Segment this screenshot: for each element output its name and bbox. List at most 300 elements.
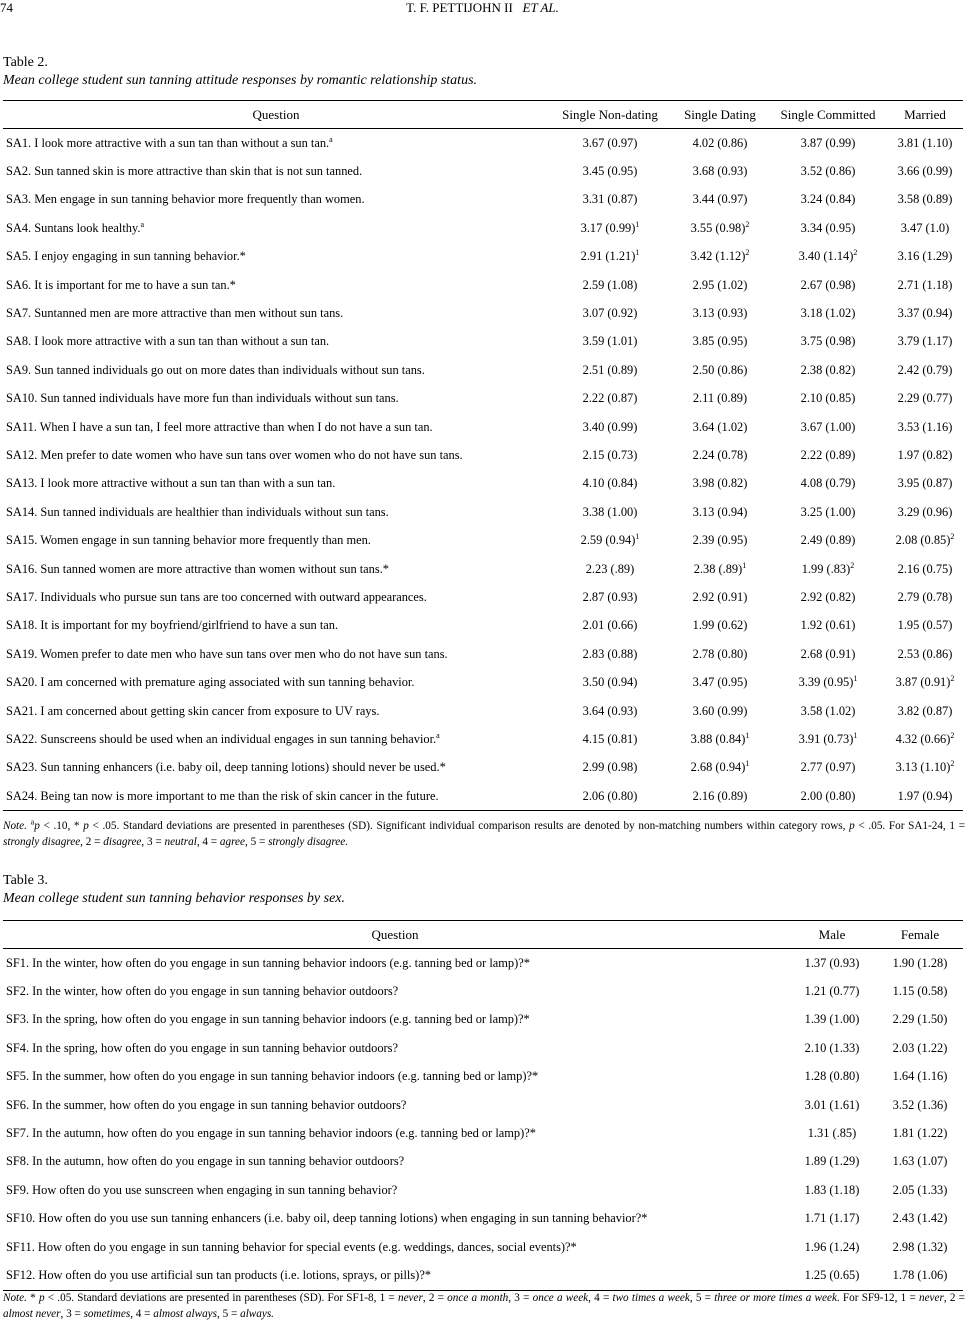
value-cell — [887, 754, 963, 782]
value-cell — [671, 668, 769, 696]
note-anchor: sometimes — [83, 1308, 131, 1320]
value-cell — [769, 299, 887, 327]
value-cell — [671, 356, 769, 384]
mean-sd: 3.64 (1.02) — [692, 419, 748, 434]
question-cell — [3, 697, 549, 725]
mean-sd: 2.39 (0.95) — [692, 533, 748, 548]
mean-sd: 4.15 (0.81) — [582, 731, 638, 746]
value-cell — [671, 725, 769, 753]
value-cell — [887, 385, 963, 413]
value-cell — [887, 697, 963, 725]
note-anchor: disagree — [103, 836, 142, 848]
running-head — [0, 0, 965, 16]
table3 — [3, 920, 963, 1291]
female-value-cell: 1.90 (1.28) — [892, 955, 948, 970]
value-cell — [549, 754, 671, 782]
mean-sd: 3.88 (0.84) — [690, 731, 746, 746]
note-text: , 5 = — [689, 1292, 715, 1304]
table-row — [3, 640, 963, 668]
question-text: SA18. It is important for my boyfriend/girlfriend to have a sun tan. — [6, 618, 339, 633]
question-cell: SF1. In the winter, how often do you engage in sun tanning behavior indoors (e.g. tanning bed or lamp)?* — [6, 955, 530, 970]
value-cell — [671, 782, 769, 811]
note-text: , 5 = — [217, 1308, 241, 1320]
value-cell — [671, 129, 769, 158]
note-text: . For SF9-12, 1 = — [836, 1292, 919, 1304]
value-cell — [769, 668, 887, 696]
value-cell — [887, 299, 963, 327]
table-row — [3, 526, 963, 554]
female-value-cell: 2.43 (1.42) — [892, 1211, 948, 1226]
table-row — [3, 1034, 963, 1062]
question-text: SA19. Women prefer to date men who have sun tans over men who do not have sun tans. — [6, 646, 448, 661]
mean-sd: 3.38 (1.00) — [582, 504, 638, 519]
table-row — [3, 498, 963, 526]
table2-body — [3, 129, 963, 811]
table-row — [3, 470, 963, 498]
note-text: , 3 = — [60, 1308, 84, 1320]
mean-sd: 2.53 (0.86) — [897, 646, 953, 661]
question-text: SA10. Sun tanned individuals have more fun than individuals without sun tans. — [6, 391, 399, 406]
mean-sd: 3.34 (0.95) — [800, 220, 856, 235]
mean-sd: 2.92 (0.82) — [800, 589, 856, 604]
mean-sd: 3.42 (1.12) — [690, 249, 746, 264]
note-anchor: strongly disagree — [3, 836, 81, 848]
mean-sd: 2.38 (.89) — [693, 561, 743, 576]
question-text: SA24. Being tan now is more important to me than the risk of skin cancer in the future. — [6, 788, 439, 803]
value-cell — [887, 157, 963, 185]
note-anchor: strongly disagree. — [268, 836, 349, 848]
value-cell — [887, 243, 963, 271]
note-anchor: almost always — [153, 1308, 217, 1320]
table2-col-single-non-dating: Single Non-dating — [549, 101, 671, 129]
mean-sd: 2.71 (1.18) — [897, 277, 953, 292]
question-text: SA20. I am concerned with premature aging associated with sun tanning behavior. — [6, 675, 415, 690]
value-cell — [769, 555, 887, 583]
note-anchor: never — [397, 1292, 423, 1304]
table-row — [3, 583, 963, 611]
mean-sd: 3.13 (0.94) — [692, 504, 748, 519]
question-cell: SF11. How often do you engage in sun tanning behavior for special events (e.g. weddings, dances, social events)?* — [6, 1239, 577, 1254]
value-cell — [549, 271, 671, 299]
comparison-superscript: 1 — [745, 730, 750, 740]
table-row — [3, 413, 963, 441]
mean-sd: 3.85 (0.95) — [692, 334, 748, 349]
mean-sd: 3.25 (1.00) — [800, 504, 856, 519]
question-superscript: a — [436, 730, 440, 740]
table2-col-single-committed: Single Committed — [769, 101, 887, 129]
table3-label: Table 3. — [3, 873, 48, 888]
female-value-cell: 2.98 (1.32) — [892, 1239, 948, 1254]
question-cell — [3, 725, 549, 753]
question-text: SA12. Men prefer to date women who have sun tans over women who do not have sun tans. — [6, 447, 463, 462]
value-cell — [671, 186, 769, 214]
female-value-cell: 3.52 (1.36) — [892, 1097, 948, 1112]
mean-sd: 2.10 (0.85) — [800, 391, 856, 406]
comparison-superscript: 1 — [635, 219, 640, 229]
value-cell — [769, 385, 887, 413]
table-row — [3, 1091, 963, 1119]
question-cell — [3, 526, 549, 554]
mean-sd: 1.92 (0.61) — [800, 618, 856, 633]
value-cell — [549, 441, 671, 469]
value-cell — [887, 640, 963, 668]
female-value-cell: 1.15 (0.58) — [892, 984, 948, 999]
mean-sd: 2.06 (0.80) — [582, 788, 638, 803]
value-cell — [887, 782, 963, 811]
question-cell — [3, 157, 549, 185]
value-cell — [549, 697, 671, 725]
mean-sd: 2.08 (0.85) — [895, 533, 951, 548]
question-text: SA8. I look more attractive with a sun tan than without a sun tan. — [6, 334, 330, 349]
question-superscript: a — [329, 134, 333, 144]
question-cell — [3, 470, 549, 498]
value-cell — [887, 526, 963, 554]
value-cell — [549, 385, 671, 413]
table-row — [3, 1006, 963, 1034]
mean-sd: 4.08 (0.79) — [800, 476, 856, 491]
male-value-cell: 1.37 (0.93) — [804, 955, 860, 970]
male-value-cell: 1.83 (1.18) — [804, 1182, 860, 1197]
mean-sd: 3.75 (0.98) — [800, 334, 856, 349]
mean-sd: 2.59 (0.94) — [580, 533, 636, 548]
mean-sd: 2.77 (0.97) — [800, 760, 856, 775]
mean-sd: 3.95 (0.87) — [897, 476, 953, 491]
mean-sd: 3.47 (1.0) — [900, 220, 950, 235]
question-cell — [3, 129, 549, 158]
question-cell: SF4. In the spring, how often do you engage in sun tanning behavior outdoors? — [6, 1040, 398, 1055]
question-text: SA15. Women engage in sun tanning behavior more frequently than men. — [6, 533, 371, 548]
mean-sd: 4.10 (0.84) — [582, 476, 638, 491]
mean-sd: 2.23 (.89) — [585, 561, 635, 576]
question-cell — [3, 754, 549, 782]
note-text: < .05. Standard deviations are presented in parentheses (SD). Significant individual comparison results are denoted by non-matching numbers within category rows, — [88, 820, 850, 832]
question-cell — [3, 583, 549, 611]
question-text: SA9. Sun tanned individuals go out on more dates than individuals without sun tans. — [6, 362, 425, 377]
question-text: SA13. I look more attractive without a sun tan than with a sun tan. — [6, 476, 336, 491]
value-cell — [671, 413, 769, 441]
question-cell — [3, 328, 549, 356]
question-cell — [3, 413, 549, 441]
running-head-authors: T. F. PETTIJOHN II — [406, 0, 513, 15]
male-value-cell: 1.21 (0.77) — [804, 984, 860, 999]
mean-sd: 2.49 (0.89) — [800, 533, 856, 548]
mean-sd: 2.78 (0.80) — [692, 646, 748, 661]
comparison-superscript: 2 — [850, 560, 855, 570]
note-text: , 2 = — [422, 1292, 448, 1304]
note-p: p — [849, 820, 855, 832]
question-text: SA7. Suntanned men are more attractive than men without sun tans. — [6, 306, 344, 321]
value-cell — [549, 583, 671, 611]
table2-caption — [3, 54, 477, 90]
value-cell — [549, 782, 671, 811]
table-row — [3, 1261, 963, 1290]
comparison-superscript: 2 — [950, 532, 955, 542]
table-row — [3, 782, 963, 811]
value-cell — [887, 583, 963, 611]
value-cell — [671, 754, 769, 782]
value-cell — [549, 243, 671, 271]
question-text: SA5. I enjoy engaging in sun tanning behavior.* — [6, 249, 246, 264]
table-row — [3, 1176, 963, 1204]
value-cell — [549, 640, 671, 668]
table-row — [3, 697, 963, 725]
table3-col-female: Female — [877, 921, 963, 949]
table2-note — [3, 818, 965, 850]
mean-sd: 3.87 (0.91) — [895, 675, 951, 690]
value-cell — [887, 129, 963, 158]
table2-col-question: Question — [3, 101, 549, 129]
question-cell — [3, 271, 549, 299]
mean-sd: 2.16 (0.89) — [692, 788, 748, 803]
mean-sd: 2.59 (1.08) — [582, 277, 638, 292]
mean-sd: 3.60 (0.99) — [692, 703, 748, 718]
table-row — [3, 129, 963, 158]
mean-sd: 2.83 (0.88) — [582, 646, 638, 661]
mean-sd: 3.64 (0.93) — [582, 703, 638, 718]
female-value-cell: 1.64 (1.16) — [892, 1069, 948, 1084]
question-cell: SF7. In the autumn, how often do you engage in sun tanning behavior indoors (e.g. tanning bed or lamp)?* — [6, 1126, 536, 1141]
mean-sd: 3.79 (1.17) — [897, 334, 953, 349]
value-cell — [887, 413, 963, 441]
note-anchor: two times a week — [612, 1292, 690, 1304]
note-lead: Note. — [3, 1292, 27, 1304]
table-row — [3, 356, 963, 384]
mean-sd: 2.38 (0.82) — [800, 362, 856, 377]
value-cell — [671, 157, 769, 185]
value-cell — [671, 555, 769, 583]
value-cell — [887, 555, 963, 583]
question-cell — [3, 640, 549, 668]
mean-sd: 2.22 (0.89) — [800, 447, 856, 462]
mean-sd: 3.40 (1.14) — [798, 249, 854, 264]
value-cell — [769, 782, 887, 811]
value-cell — [549, 129, 671, 158]
note-lead: Note. — [3, 820, 27, 832]
question-text: SA6. It is important for me to have a sun tan.* — [6, 277, 236, 292]
table-row — [3, 555, 963, 583]
table2-label: Table 2. — [3, 55, 48, 70]
note-anchor: neutral — [164, 836, 197, 848]
mean-sd: 2.68 (0.94) — [690, 760, 746, 775]
mean-sd: 4.32 (0.66) — [895, 731, 951, 746]
value-cell — [769, 612, 887, 640]
note-anchor: once a week — [532, 1292, 589, 1304]
question-cell — [3, 555, 549, 583]
value-cell — [549, 413, 671, 441]
mean-sd: 3.52 (0.86) — [800, 164, 856, 179]
note-text: , 4 = — [588, 1292, 613, 1304]
value-cell — [671, 526, 769, 554]
question-cell: SF3. In the spring, how often do you engage in sun tanning behavior indoors (e.g. tanning bed or lamp)?* — [6, 1012, 530, 1027]
note-text: * — [26, 1292, 39, 1304]
table-row — [3, 754, 963, 782]
value-cell — [887, 214, 963, 242]
comparison-superscript: 1 — [635, 248, 640, 258]
value-cell — [769, 470, 887, 498]
table2-col-married: Married — [887, 101, 963, 129]
male-value-cell: 2.10 (1.33) — [804, 1040, 860, 1055]
question-cell — [3, 612, 549, 640]
note-p: p — [34, 820, 40, 832]
value-cell — [549, 612, 671, 640]
comparison-superscript: 1 — [742, 560, 747, 570]
mean-sd: 2.11 (0.89) — [692, 391, 748, 406]
value-cell — [671, 640, 769, 668]
mean-sd: 3.50 (0.94) — [582, 675, 638, 690]
question-text: SA22. Sunscreens should be used when an individual engages in sun tanning behavior. — [6, 731, 437, 746]
note-anchor: almost never — [3, 1308, 61, 1320]
mean-sd: 2.01 (0.66) — [582, 618, 638, 633]
value-cell — [549, 555, 671, 583]
mean-sd: 3.13 (0.93) — [692, 306, 748, 321]
table-row — [3, 157, 963, 185]
value-cell — [769, 129, 887, 158]
comparison-superscript: 1 — [635, 532, 640, 542]
question-text: SA3. Men engage in sun tanning behavior more frequently than women. — [6, 192, 365, 207]
value-cell — [769, 157, 887, 185]
value-cell — [887, 668, 963, 696]
note-text: , 3 = — [141, 836, 165, 848]
mean-sd: 3.39 (0.95) — [798, 675, 854, 690]
comparison-superscript: 2 — [950, 759, 955, 769]
mean-sd: 2.95 (1.02) — [692, 277, 748, 292]
mean-sd: 2.24 (0.78) — [692, 447, 748, 462]
value-cell — [549, 299, 671, 327]
mean-sd: 2.29 (0.77) — [897, 391, 953, 406]
value-cell — [549, 526, 671, 554]
mean-sd: 3.66 (0.99) — [897, 164, 953, 179]
value-cell — [887, 271, 963, 299]
note-anchor: once a month — [447, 1292, 509, 1304]
value-cell — [671, 243, 769, 271]
note-anchor: always. — [240, 1308, 274, 1320]
comparison-superscript: 2 — [853, 248, 858, 258]
question-text: SA1. I look more attractive with a sun tan than without a sun tan. — [6, 135, 330, 150]
table-row — [3, 385, 963, 413]
question-cell — [3, 385, 549, 413]
mean-sd: 2.51 (0.89) — [582, 362, 638, 377]
table-row — [3, 214, 963, 242]
mean-sd: 2.68 (0.91) — [800, 646, 856, 661]
page-number: 74 — [0, 0, 13, 15]
note-text: , 3 = — [508, 1292, 533, 1304]
note-sup: a — [30, 817, 35, 827]
value-cell — [549, 186, 671, 214]
value-cell — [549, 725, 671, 753]
question-text: SA21. I am concerned about getting skin cancer from exposure to UV rays. — [6, 703, 380, 718]
mean-sd: 1.97 (0.82) — [897, 447, 953, 462]
table-row — [3, 299, 963, 327]
note-p: p — [38, 1292, 45, 1304]
question-cell — [3, 668, 549, 696]
mean-sd: 2.16 (0.75) — [897, 561, 953, 576]
question-cell: SF9. How often do you use sunscreen when engaging in sun tanning behavior? — [6, 1182, 398, 1197]
question-cell: SF8. In the autumn, how often do you engage in sun tanning behavior outdoors? — [6, 1154, 405, 1169]
question-cell — [3, 299, 549, 327]
value-cell — [887, 470, 963, 498]
value-cell — [887, 186, 963, 214]
table2-col-single-dating: Single Dating — [671, 101, 769, 129]
mean-sd: 3.82 (0.87) — [897, 703, 953, 718]
value-cell — [549, 498, 671, 526]
value-cell — [549, 668, 671, 696]
comparison-superscript: 1 — [853, 730, 858, 740]
value-cell — [887, 612, 963, 640]
mean-sd: 3.58 (0.89) — [897, 192, 953, 207]
value-cell — [671, 214, 769, 242]
question-cell: SF12. How often do you use artificial sun tan products (i.e. lotions, sprays, or pills)?* — [3, 1261, 787, 1290]
table-row — [3, 271, 963, 299]
value-cell — [549, 470, 671, 498]
mean-sd: 2.79 (0.78) — [897, 589, 953, 604]
comparison-superscript: 1 — [853, 673, 858, 683]
note-text: < .05. Standard deviations are presented in parentheses (SD). For SF1-8, 1 = — [44, 1292, 398, 1304]
table-row — [3, 1233, 963, 1261]
table3-col-question: Question — [3, 921, 787, 949]
comparison-superscript: 2 — [745, 219, 750, 229]
question-text: SA14. Sun tanned individuals are healthier than individuals without sun tans. — [6, 504, 389, 519]
mean-sd: 4.02 (0.86) — [692, 135, 748, 150]
table-row — [3, 1205, 963, 1233]
table-row — [3, 1063, 963, 1091]
question-text: SA16. Sun tanned women are more attractive than women without sun tans.* — [6, 561, 389, 576]
value-cell — [671, 697, 769, 725]
question-cell — [3, 356, 549, 384]
value-cell — [887, 356, 963, 384]
note-text: , 4 = — [196, 836, 220, 848]
mean-sd: 3.67 (0.97) — [582, 135, 638, 150]
value-cell — [671, 328, 769, 356]
table2 — [3, 100, 963, 811]
table-row — [3, 1119, 963, 1147]
mean-sd: 3.18 (1.02) — [800, 306, 856, 321]
value-cell — [769, 754, 887, 782]
mean-sd: 2.42 (0.79) — [897, 362, 953, 377]
value-cell — [769, 214, 887, 242]
female-value-cell: 2.29 (1.50) — [892, 1012, 948, 1027]
value-cell — [549, 214, 671, 242]
note-text: < .10, * — [39, 820, 84, 832]
question-cell — [3, 243, 549, 271]
male-value-cell: 1.39 (1.00) — [804, 1012, 860, 1027]
mean-sd: 1.99 (.83) — [801, 561, 851, 576]
table-row — [3, 612, 963, 640]
value-cell — [769, 186, 887, 214]
mean-sd: 1.97 (0.94) — [897, 788, 953, 803]
mean-sd: 2.00 (0.80) — [800, 788, 856, 803]
value-cell — [769, 697, 887, 725]
value-cell — [887, 441, 963, 469]
mean-sd: 2.92 (0.91) — [692, 589, 748, 604]
mean-sd: 3.59 (1.01) — [582, 334, 638, 349]
mean-sd: 3.55 (0.98) — [690, 220, 746, 235]
value-cell — [671, 441, 769, 469]
question-text: SA11. When I have a sun tan, I feel more attractive than when I do not have a sun tan. — [6, 419, 433, 434]
value-cell — [887, 328, 963, 356]
comparison-superscript: 1 — [745, 759, 750, 769]
value-cell — [769, 356, 887, 384]
table3-body — [3, 949, 963, 1291]
mean-sd: 3.07 (0.92) — [582, 306, 638, 321]
question-text: SA4. Suntans look healthy. — [6, 220, 141, 235]
male-value-cell: 1.28 (0.80) — [804, 1069, 860, 1084]
value-cell — [769, 640, 887, 668]
male-value-cell: 1.96 (1.24) — [804, 1239, 860, 1254]
value-cell — [769, 583, 887, 611]
comparison-superscript: 2 — [745, 248, 750, 258]
mean-sd: 2.99 (0.98) — [582, 760, 638, 775]
mean-sd: 3.24 (0.84) — [800, 192, 856, 207]
